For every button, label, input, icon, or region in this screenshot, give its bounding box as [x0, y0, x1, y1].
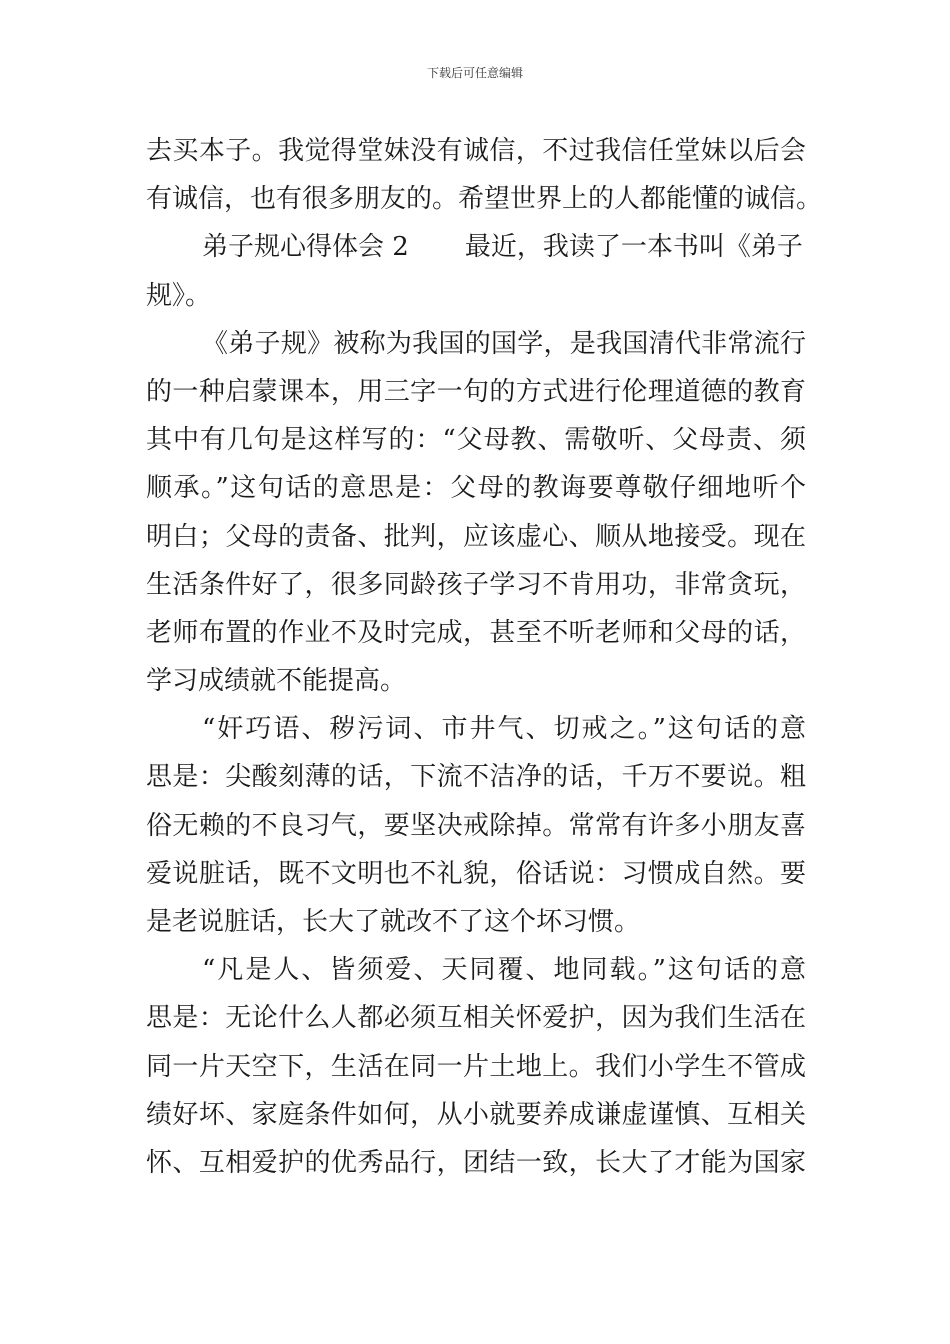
section-heading-line — [146, 223, 806, 271]
text-line: 老师布置的作业不及时完成，甚至不听老师和父母的话， — [146, 617, 806, 648]
page-header: 下载后可任意编辑 — [426, 66, 523, 80]
text-line: 思是：尖酸刻薄的话，下流不洁净的话，千万不要说。粗 — [146, 762, 806, 793]
text-line: 绩好坏、家庭条件如何，从小就要养成谦虚谨慎、互相关 — [146, 1099, 806, 1130]
text-line: 去买本子。我觉得堂妹没有诚信，不过我信任堂妹以后会 — [146, 136, 806, 166]
text-line: 生活条件好了，很多同龄孩子学习不肯用功，非常贪玩， — [146, 569, 806, 600]
text-line: 是老说脏话，长大了就改不了这个坏习惯。 — [146, 907, 641, 937]
text-line: 的一种启蒙课本，用三字一句的方式进行伦理道德的教育 — [146, 376, 806, 407]
text-line: 爱说脏话，既不文明也不礼貌，俗话说：习惯成自然。要 — [146, 858, 806, 889]
section-heading: 弟子规心得体会 2 — [202, 232, 409, 263]
text-line: “凡是人、皆须爱、天同覆、地同载。”这句话的意 — [202, 955, 806, 986]
text-line: 最近，我读了一本书叫《弟子 — [464, 232, 803, 263]
text-line: 其中有几句是这样写的：“父母教、需敬听、父母责、须 — [146, 425, 806, 456]
text-line: 明白；父母的责备、批判，应该虚心、顺从地接受。现在 — [146, 521, 806, 552]
text-line: 学习成绩就不能提高。 — [146, 666, 407, 697]
text-line: 思是：无论什么人都必须互相关怀爱护，因为我们生活在 — [146, 1003, 806, 1034]
document-body — [146, 127, 823, 1187]
text-line: 怀、互相爱护的优秀品行，团结一致，长大了才能为国家 — [146, 1147, 806, 1178]
text-line: 有诚信，也有很多朋友的。希望世界上的人都能懂的诚信。 — [146, 184, 823, 215]
text-line: 俗无赖的不良习气，要坚决戒除掉。常常有许多小朋友喜 — [146, 810, 806, 841]
text-line: 《弟子规》被称为我国的国学，是我国清代非常流行 — [202, 328, 806, 359]
text-line: “奸巧语、秽污词、市井气、切戒之。”这句话的意 — [202, 714, 806, 745]
text-line: 顺承。”这句话的意思是：父母的教诲要尊敬仔细地听个 — [146, 473, 806, 504]
text-line: 规》。 — [146, 280, 212, 311]
text-line: 同一片天空下，生活在同一片土地上。我们小学生不管成 — [146, 1051, 806, 1082]
